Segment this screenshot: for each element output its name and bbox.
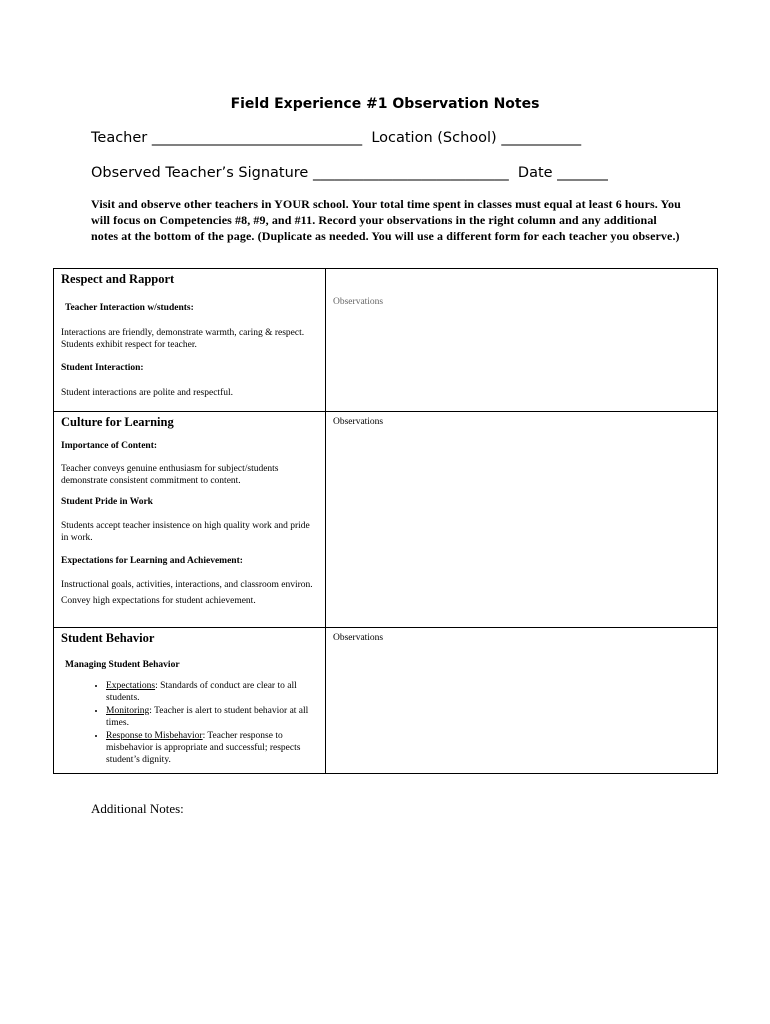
list-item	[106, 705, 325, 729]
culture-desc3: Instructional goals, activities, interactions, and classroom environ. Convey high expectations for student achievement.	[61, 580, 313, 606]
behavior-term: Monitoring	[106, 706, 150, 716]
behavior-term: Response to Misbehavior	[106, 731, 203, 741]
behavior-criteria-cell	[54, 628, 326, 774]
behavior-term: Expectations	[106, 681, 156, 691]
teacher-location-line[interactable]: Teacher _____________________________ Location (School) ___________	[91, 130, 582, 146]
respect-row	[54, 269, 718, 412]
list-item	[106, 680, 325, 704]
behavior-observations-label: Observations	[333, 633, 384, 643]
behavior-sub1: Managing Student Behavior	[65, 660, 180, 670]
behavior-list	[54, 680, 325, 766]
culture-observations-label: Observations	[333, 417, 384, 427]
culture-observations-cell[interactable]	[326, 412, 718, 628]
culture-desc2: Students accept teacher insistence on high quality work and pride in work.	[61, 521, 310, 543]
respect-criteria-cell	[54, 269, 326, 412]
respect-desc1: Interactions are friendly, demonstrate warmth, caring & respect. Students exhibit respect for teacher.	[61, 328, 305, 350]
culture-criteria-cell	[54, 412, 326, 628]
respect-sub2: Student Interaction:	[61, 363, 144, 373]
behavior-text: : Teacher response to misbehavior is appropriate and successful; respects student’s dignity.	[106, 731, 301, 765]
signature-date-line[interactable]: Observed Teacher’s Signature ___________________________ Date _______	[91, 165, 608, 181]
page-title: Field Experience #1 Observation Notes	[230, 96, 540, 112]
behavior-text: : Standards of conduct are clear to all students.	[106, 681, 297, 703]
culture-sub1: Importance of Content:	[61, 441, 158, 451]
behavior-text: : Teacher is alert to student behavior at all times.	[106, 706, 309, 728]
behavior-row	[54, 628, 718, 774]
culture-sub2: Student Pride in Work	[61, 497, 153, 507]
respect-desc2: Student interactions are polite and respectful.	[61, 388, 233, 398]
respect-sub1: Teacher Interaction w/students:	[65, 303, 194, 313]
behavior-observations-cell[interactable]	[326, 628, 718, 774]
observation-table	[53, 268, 718, 774]
respect-observations-cell[interactable]	[326, 269, 718, 412]
additional-notes-label: Additional Notes:	[91, 801, 184, 816]
behavior-title: Student Behavior	[61, 631, 155, 645]
respect-title: Respect and Rapport	[61, 272, 175, 286]
culture-desc1: Teacher conveys genuine enthusiasm for subject/students demonstrate consistent commitment to content.	[61, 464, 279, 486]
respect-observations-label: Observations	[333, 297, 384, 307]
culture-sub3: Expectations for Learning and Achievement:	[61, 556, 243, 566]
list-item	[106, 730, 325, 766]
instructions: Visit and observe other teachers in YOUR school. Your total time spent in classes must equal at least 6 hours. You will focus on Competencies #8, #9, and #11. Record your observations in the right column and any additional notes at the bottom of the page. (Duplicate as needed. You will use a different form for each teacher you observe.)	[91, 197, 681, 243]
culture-title: Culture for Learning	[61, 415, 174, 429]
culture-row	[54, 412, 718, 628]
